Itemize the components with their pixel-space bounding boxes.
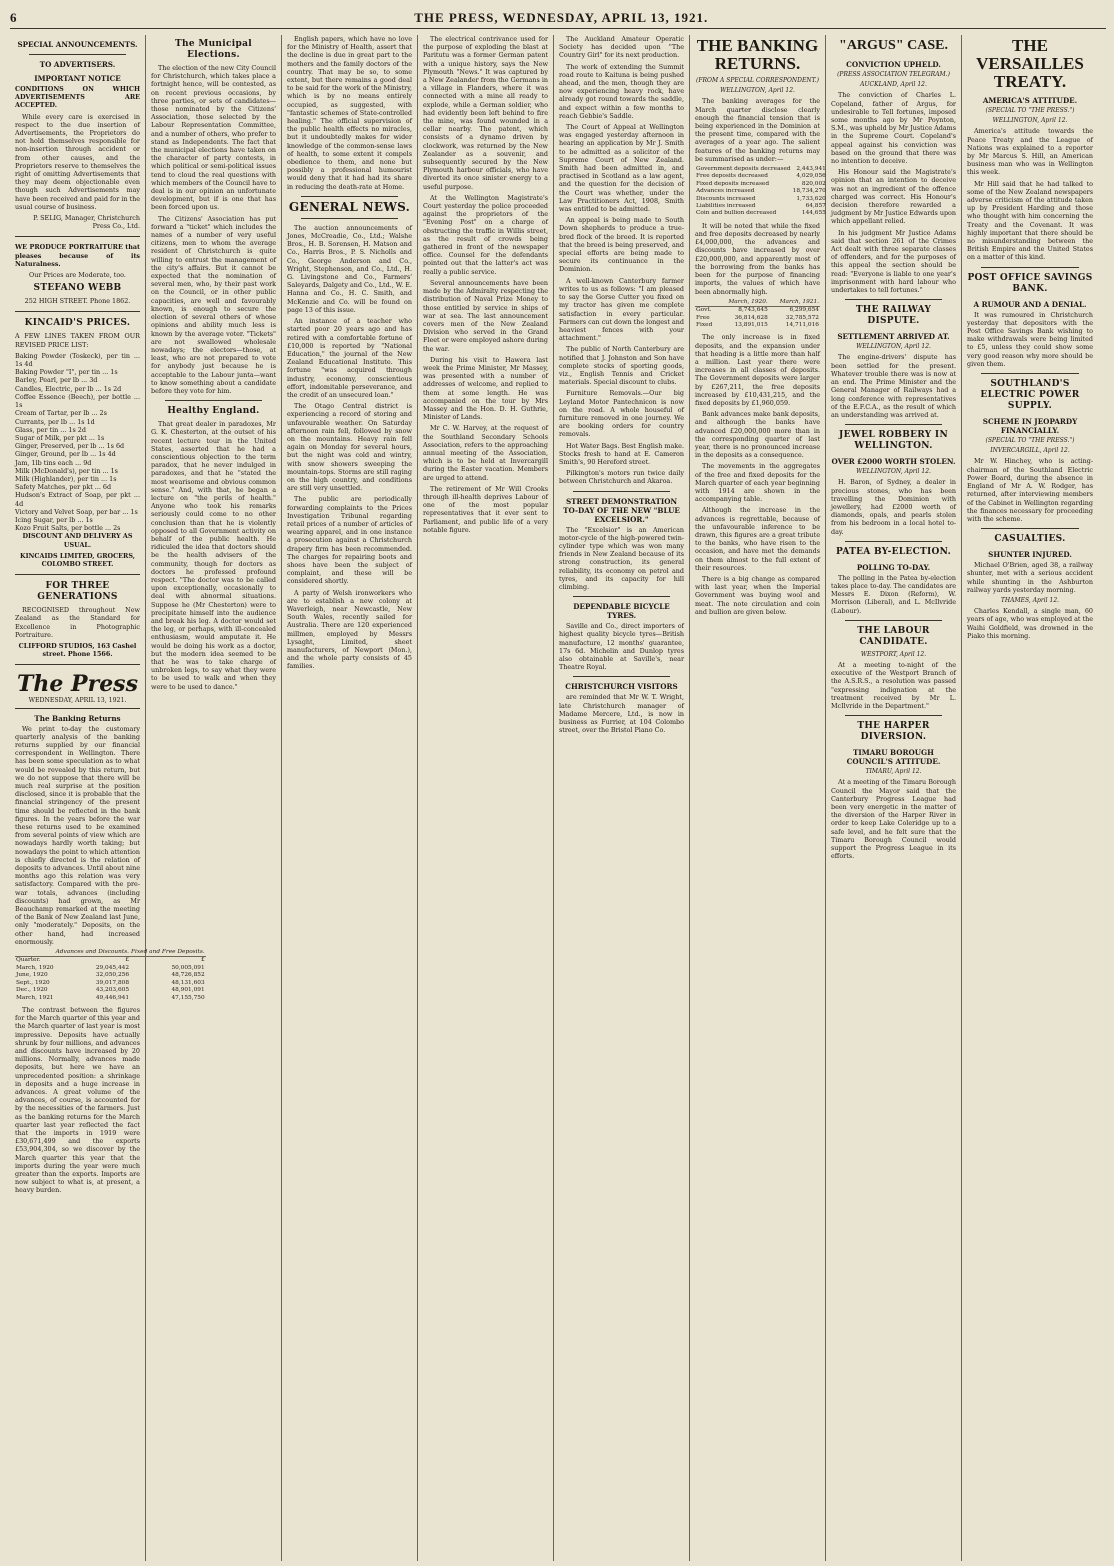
generations-title: FOR THREE GENERATIONS xyxy=(37,581,118,603)
logo-date: WEDNESDAY, APRIL 13, 1921. xyxy=(15,697,140,708)
banking-p3: The only increase is in fixed deposits, and the expansion under that heading is a little more than half a million. Last year there were increases in all classes of deposits. The Government deposits were larger by £267,211, the free deposits increased by £10,431,215, and the fixed deposits by £1,960,059. xyxy=(695,333,820,407)
column-2 xyxy=(146,35,282,1561)
news-item: The auction announcements of Jones, McCreadie, Co., Ltd.; Walshe Bros., H. B. Sorensen, H. Matson and Co., Harris Bros., P. S. Nicholls and Co., George Anderson and Co., Wright, Stephenson, and Co., Ltd., H. G. Livingstone and Co., Farmers' Saleyards, Dalgety and Co., Ltd., W. E. Hanna and Co., H. C. Smith, and McKenzie and Co. will be found on page 13 of this issue. xyxy=(287,223,412,314)
news-item: Mr C. W. Harvey, at the request of the Southland Secondary Schools Association, refers to the approaching annual meeting of the Association, which is to be held at Invercargill during the Easter vacation. Members are urged to attend. xyxy=(423,424,548,482)
studio-address: 252 HIGH STREET. Phone 1862. xyxy=(24,297,131,306)
news-item: At the Wellington Magistrate's Court yesterday the police proceeded against the proprietors of the "Evening Post" on a charge of obstructing the traffic in Willis street, as the result of crowds being gathered in front of the newspaper office. Counsel for the defendants pointed out that the latter's act was really a public service. xyxy=(423,193,548,276)
argus-p1: The conviction of Charles L. Copeland, father of Argus, for undesirable to Tell fortunes, imposed some months ago by Mr Poynton, S.M., was upheld by Mr Justice Adams in the Supreme Court. Copeland's appeal against his conviction was based on the ground that there was no intention to deceive. xyxy=(831,91,956,166)
news-item: Pilkington's motors run twice daily between Christchurch and Akaroa. xyxy=(559,469,684,486)
healthy-england-p: That great dealer in paradoxes, Mr G. K. Chesterton, at the outset of his recent lecture tour in the United States, asserted that he had a conscientious objection to the term paradox, that he never indulged in paradoxes, and that he "stated the most wearisome and obvious common sense." And, with that, he began a lecture on "the perils of health." Anyone who took his remarks seriously could come to no other conclusion than that he is violently opposed to all Government activity on behalf of the public health. He ridiculed the idea that doctors should be the health advisers of the community, though for doctors as doctors he professed profound respect. "The doctor was to be called upon exceptionally, occasionally to deal with abnormal situations. Suppose he (Mr Chesterton) were to precipitate himself into the audience and break his leg. A doctor would set the leg, or perhaps, with ill-concealed enthusiasm, would amputate it. He would be doing his work as a doctor, but the modern idea seemed to be that he was to take charge of unbroken legs, to say what they were to be used to walk and when they were to be used to dance." xyxy=(151,420,276,691)
columns xyxy=(10,35,1106,1561)
price-item: Currants, per lb ... 1s 1d xyxy=(15,417,95,426)
banking-returns-p1: We print to-day the customary quarterly analysis of the banking returns supplied by our financial correspondent in Wellington. There has been some speculation as to what would be revealed by this return, but we do not suppose that there will be much real surprise at the position disclosed, since it is probable that the financial stringency of the present time should be reflected in the bank figures. In the years before the war these returns used to be examined from several points of view which are nowadays hardly worth taking; but nowadays the point to which attention is chiefly directed is the relation of deposits to advances. Until about nine months ago this relation was very satisfactory. Compared with the pre-war totals, advances (including discounts) had grown, as Mr Beauchamp remarked at the meeting of the Bank of New Zealand last June, only "moderately." Deposits, on the other hand, had increased enormously. xyxy=(15,724,140,946)
dateline: WESTPORT, April 12. xyxy=(860,650,927,658)
column-4 xyxy=(418,35,554,1561)
column-7 xyxy=(826,35,962,1561)
general-news-title: GENERAL NEWS. xyxy=(288,199,411,214)
news-item: The public of North Canterbury are notified that J. Johnston and Son have complete stocks of sporting goods, viz., English Tennis and Cricket materials. Special discount to clubs. xyxy=(559,345,684,387)
byline: (FROM A SPECIAL CORRESPONDENT.) xyxy=(696,77,819,84)
jewel-p: H. Baron, of Sydney, a dealer in precious stones, who has been travelling the Dominion with jewellery, had £2000 worth of diamonds, opals, and pearls stolen from his bedroom in a local hotel to-day. xyxy=(831,478,956,536)
table-row: June, 1920 32,050,256 48,726,852 xyxy=(16,972,205,979)
dateline: INVERCARGILL, April 12. xyxy=(990,447,1070,455)
health-continued: English papers, which have no love for the Ministry of Health, assert that the decline is due in great part to the mothers and the family doctors of the country. That may be so, to some extent, but there remains a good deal to be said for the work of the Ministry, which is by no means entirely occupied, as suggested, with "fantastic schemes of State-controlled healing." The official supervision of the public health effects no miracles, but it undoubtedly makes for wider knowledge of the common-sense laws of health, to some extent it compels obedience to them, and none but possibly a professional humourist would deny that it had had its share in reducing the death-rate at Home. xyxy=(287,35,412,191)
price-item: Jam, 1lb tins each ... 9d xyxy=(15,458,92,467)
table-row: Quarter. £ £ xyxy=(16,957,205,964)
special-note: (SPECIAL TO "THE PRESS.") xyxy=(985,107,1075,114)
section-heading: SPECIAL ANNOUNCEMENTS. xyxy=(17,40,138,49)
table-row: Fixed deposits increased 820,002 xyxy=(696,180,826,187)
price-item: Kozo Fruit Salts, per bottle ... 2s xyxy=(15,524,121,533)
news-item: During his visit to Hawera last week the Prime Minister, Mr Massey, was presented with a number of addresses of welcome, and replied to them at some length. He was accompanied on the tour by Mrs Massey and the Hon. D. H. Guthrie, Minister of Lands. xyxy=(423,355,548,422)
bicycle-tyres-title: DEPENDABLE BICYCLE TYRES. xyxy=(573,602,670,621)
price-item: Baking Powder "I", per tin ... 1s xyxy=(15,368,118,377)
street-demo-title: STREET DEMONSTRATION TO-DAY OF THE NEW "BLUE EXCELSIOR." xyxy=(563,496,680,524)
patea-title: PATEA BY-ELECTION. xyxy=(835,546,952,557)
pobank-p: It was rumoured in Christchurch yesterday that depositors with the Post Office Savings Bank wishing to make withdrawals were being limited to £5, unless they could show some very good reason why more should be given them. xyxy=(967,310,1093,368)
dateline: WELLINGTON, April 12. xyxy=(856,468,931,476)
page-title: THE PRESS, WEDNESDAY, APRIL 13, 1921. xyxy=(414,10,709,25)
visitors-p: are reminded that Mr W. T. Wright, late Christchurch manager of Madame Mercere, Ltd., is now in business as Furrier, at 104 Colombo street, over the Bristol Piano Co. xyxy=(559,693,684,735)
pobank-title: POST OFFICE SAVINGS BANK. xyxy=(967,272,1093,294)
prices-note: Our Prices are Moderate, too. xyxy=(29,271,126,280)
news-item: The retirement of Mr Will Crooks through ill-health deprives Labour of one of the most popular representatives that it ever sent to Parliament, and public life of a very notable figure. xyxy=(423,484,548,534)
municipal-elections-title: The Municipal Elections. xyxy=(175,39,252,60)
argus-p2: His Honour said the Magistrate's opinion that an intention to deceive was not an ingredient of the offence charged was correct. His Honour's decision therefore rewarded a judgment by Mr Justice Edwards upon which appellant relied. xyxy=(831,168,956,226)
table-row: March, 1920 29,045,442 50,005,091 xyxy=(16,964,205,971)
price-item: Safety Matches, per pkt ... 6d xyxy=(15,483,112,492)
column-5 xyxy=(554,35,690,1561)
price-item: Candles, Electric, per lb ... 1s 2d xyxy=(15,384,122,393)
news-item: The Otago Central district is experiencing a record of storing and unfavourable weather. On Saturday afternoon rain fell, followed by snow on the mountains. Heavy rain fell again on Monday for several hours, but the night was cold and wintry, with snow showers sweeping the mountain-tops. Storms are still raging on the high country, and conditions are still very unsettled. xyxy=(287,402,412,493)
column-3 xyxy=(282,35,418,1561)
jewel-title: JEWEL ROBBERY IN WELLINGTON. xyxy=(839,430,948,452)
price-item: Ginger, Preserved, per lb ... 1s 6d xyxy=(15,442,125,451)
table-row: Advances increased 18,734,270 xyxy=(696,188,826,195)
banking-p6: Although the increase in the advances is regrettable, because of the unfavourable inference to be drawn, this figures are a great tribute to the banks, who have risen to the occasion, and have met the demands on them almost to the full extent of their resources. xyxy=(695,506,820,572)
news-item: A well-known Canterbury farmer writes to us as follows: "I am pleased to say the Gorse Cutter you fixed on my tractor has given me complete satisfaction in every particular. Farmers can cut down the longest and heaviest fences with your attachment." xyxy=(559,276,684,343)
banking-p1: The banking averages for the March quarter disclose clearly enough the financial tension that is being experienced in the Dominion at the present time, compared with the averages of a year ago. The salient features of the banking returns may be summarised as under:— xyxy=(695,97,820,163)
shunter-p: Michael O'Brien, aged 38, a railway shunter, met with a serious accident while shunting in the Ashburton railway yards yesterday morning. xyxy=(967,561,1093,594)
table-row: Free deposits decreased 4,029,056 xyxy=(696,173,826,180)
news-item: An instance of a teacher who started poor 20 years ago and has retired with a comfortable fortune of £10,000 is reported by "National Education," the journal of the New Zealand Educational Institute. This fortune "was acquired through industry, economy, conscientious effort, indomitable perseverance, and the credit of an unsecured loan." xyxy=(287,317,412,399)
news-item: The Auckland Amateur Operatic Society has decided upon "The Country Girl" for its next production. xyxy=(559,35,684,60)
press-association: (PRESS ASSOCIATION TELEGRAM.) xyxy=(837,71,950,78)
column-1 xyxy=(10,35,205,1561)
to-advertisers-heading: TO ADVERTISERS. xyxy=(39,60,116,69)
argus-p3: In his judgment Mr Justice Adams said that section 261 of the Crimes Act dealt with three separate classes of offenders, and for the purposes of this appeal the section should be read: "Everyone is liable to one year's imprisonment with hard labour who undertakes to tell fortunes." xyxy=(831,228,956,295)
news-item: Hot Water Bags. Best English make. Stocks fresh to hand at E. Cameron Smith's, 90 Hereford street. xyxy=(559,441,684,466)
municipal-p1: The election of the new City Council for Christchurch, which takes place a fortnight hence, will be contested, as on recent previous occasions, by three parties, or sets of candidates—those nominated by the Citizens' Association, those selected by the Labour Representation Committee, and a number of others, who prefer to stand as Independents. The fact that the municipal elections have taken on the character of party contests, in which political or semi-political issues tend to cloud the real questions with which members of the Council have to deal is in our opinion an unfortunate development, but if is one that has been forced upon us. xyxy=(151,64,276,212)
table-row: Discounts increased 1,733,620 xyxy=(696,195,826,202)
labour-p: At a meeting to-night of the executive of the Westport Branch of the A.S.R.S., a resolution was passed "expressing indignation at the treatment received by Mr L. McIlvride in the Department." xyxy=(831,660,956,710)
casualties-title: CASUALTIES. xyxy=(994,534,1066,545)
patea-p: The polling in the Patea by-election takes place to-day. The candidates are Messrs E. Dixon (Reform), W. Morrison (Liberal), and L. McIlvride (Labour). xyxy=(831,573,956,615)
banking-returns-heading: The Banking Returns xyxy=(34,713,121,723)
conditions-text: While every care is exercised in respect to the due insertion of Advertisements, the Proprietors do not hold themselves responsible for non-insertion through accident or from other causes, and the Proprietors reserve to themselves the right of omitting Advertisements that they may deem objectionable even though such Advertisements may have been received and paid for in the usual course of business. xyxy=(15,112,140,211)
table-row: Coin and bullion decreased 144,655 xyxy=(696,210,826,217)
harper-title: THE HARPER DIVERSION. xyxy=(857,721,930,743)
kincaid-price-list xyxy=(15,352,140,532)
table-row: Dec., 1920 43,203,605 48,901,091 xyxy=(16,987,205,994)
street-demo-p: The "Excelsior" is an American motor-cycle of the high-powered twin-cylinder type which was won many friends in New Zealand because of its strong construction, its general reliability, its economy on petrol and tyres, and its capacity for hill climbing. xyxy=(559,525,684,591)
dateline: TIMARU, April 12. xyxy=(865,768,922,776)
kincaid-discount: DISCOUNT AND DELIVERY AS USUAL. xyxy=(22,532,133,549)
railway-subtitle: SETTLEMENT ARRIVED AT. xyxy=(837,332,950,342)
price-item: Icing Sugar, per lb ... 1s xyxy=(15,515,93,524)
banking-returns-p2: The contrast between the figures for the March quarter of this year and the March quarter of last year is most impressive. Deposits have actually shrunk by four millions, and advances and discounts have increased by 20 millions. Normally, advances made deposits, but here we have an unprecedented position: a shrinkage in deposits and a huge increase in advances. A great volume of the advances, of course, is accounted for by the necessities of the farmers. Just as the banking returns for the March quarter last year reflected the fact that the imports in 1919 were £30,671,499 and the exports £53,904,304, so we discover by the March quarter this year that the imports during the year were much greater than the exports. Imports are now subject to what is, at present, a heavy burden. xyxy=(15,1005,140,1195)
pobank-subtitle: A RUMOUR AND A DENIAL. xyxy=(973,299,1087,309)
portraiture-ad: WE PRODUCE PORTRAITURE that pleases because of its Naturalness. xyxy=(15,243,140,268)
harper-p: At a meeting of the Timaru Borough Council the Mayor said that the Canterbury Progress League had been very energetic in the matter of the diversion of the Harper River in order to keep Lake Coleridge up to a safe level, and he felt sure that the Timaru Borough Council would support the Progress League in its efforts. xyxy=(831,778,956,861)
news-item: Several announcements have been made by the Admiralty respecting the distribution of Naval Prize Money to those entitled by service in ships of war at sea. The last announcement covers men of the New Zealand Division who served in the Grand Fleet or were employed ashore during the war. xyxy=(423,278,548,353)
drowning-p: Charles Kendall, a single man, 60 years of age, who was employed at the Waihi Goldfield, was drowned in the Piako this morning. xyxy=(967,607,1093,640)
news-item: The work of extending the Summit road route to Kaituna is being pushed ahead, and the men, though they are now experiencing heavy rock, have already got round towards the saddle, and expect within a few months to reach Gebbie's Saddle. xyxy=(559,62,684,120)
banking-p2: It will be noted that while the fixed and free deposits decreased by nearly £4,000,000, the advances and discounts have increased by over £20,000,000, and apparently most of the borrowing from the banks has been for the purpose of financing imports, the values of which have been abnormally high. xyxy=(695,221,820,296)
table-row: Liabilities increased 64,857 xyxy=(696,203,826,210)
versailles-p2: Mr Hill said that he had talked to some of the New Zealand newspapers adverse criticism of the attitude taken up by President Harding and those who thought with him concerning the Treaty and the Covenant. It was highly important that there should be no misunderstanding between the British Empire and the United States on a matter of this kind. xyxy=(967,179,1093,262)
special-note: (SPECIAL TO "THE PRESS.") xyxy=(985,437,1075,445)
price-item: Sugar of Milk, per pkt ... 1s xyxy=(15,433,105,442)
argus-subtitle: CONVICTION UPHELD. xyxy=(846,60,941,69)
news-item: The Court of Appeal at Wellington was engaged yesterday afternoon in hearing an application by Mr J. Smith to be admitted as a solicitor of the Supreme Court of New Zealand. Smith had been admitted in, and practised in Scotland as a law agent, and the question for the decision of the Court was whether, under the Law Practitioners Act, 1908, Smith was entitled to be admitted. xyxy=(559,123,684,214)
dateline: WELLINGTON, April 12. xyxy=(992,117,1068,125)
price-item: Barley, Pearl, per lb ... 3d xyxy=(15,376,98,385)
dateline: WELLINGTON, April 12. xyxy=(720,87,795,95)
column-6 xyxy=(690,35,826,1561)
banking-p4: Bank advances make bank deposits, and although the banks have advanced £20,000,000 more than in the corresponding quarter of last year, there is no pronounced increase in the deposits as a consequence. xyxy=(695,410,820,460)
argus-case-title: "ARGUS" CASE. xyxy=(839,38,948,53)
table-row: Government deposits decreased 2,443,941 xyxy=(696,166,826,173)
news-item: An appeal is being made to South Down shepherds to produce a true-bred flock of the breed. It is reported that the breed is being preserved, and special efforts are being made to secure its continuance in the Dominion. xyxy=(559,216,684,274)
generations-text: RECOGNISED throughout New Zealand as the Standard for Excellence in Photographic Portraiture. xyxy=(15,606,140,639)
southland-title: SOUTHLAND'S ELECTRIC POWER SUPPLY. xyxy=(980,379,1080,412)
jewel-subtitle: OVER £2000 WORTH STOLEN. xyxy=(831,457,956,467)
summary-table xyxy=(695,166,827,218)
visitors-title: CHRISTCHURCH VISITORS xyxy=(565,682,678,692)
dateline: WELLINGTON, April 12. xyxy=(856,343,931,351)
price-item: Ginger, Ground, per lb ... 1s 4d xyxy=(15,450,116,459)
news-item: The electrical contrivance used for the purpose of exploding the blast at Paritutu was a former German patent with a unique history, says the New Plymouth "News." It was captured by a New Zealander from the Germans in a village in Flanders, where it was connected with a mine all ready to explode, while a German soldier, who had evidently been left behind to fire the mine, was found wounded in a cellar nearby. The patent, which consists of a dynamo driven by clockwork, was returned by the New Zealander as a souvenir, and subsequently secured by the New Plymouth harbour officials, who have diverted its once sinister energy to a useful purpose. xyxy=(423,35,548,191)
important-notice: IMPORTANT NOTICE xyxy=(34,74,121,83)
advances-deposits-table: Advances and Discounts. Fixed and Free Deposits. Quarter. £ £ March, 1920 29,045,442 50,005,091 June, 1920 32,050,256 48,726,852 Sept., 1920 39,017,808 48,131,603 Dec., 1920 43,203,605 48,901,091 March, 1921 49,446,941 47,155,750 xyxy=(16,949,205,1001)
banking-p5: The movements in the aggregates of the free and fixed deposits for the March quarter of each year beginning with 1914 are shown in the accompanying table. xyxy=(695,462,820,504)
price-item: Cream of Tartar, per lb ... 2s xyxy=(15,409,107,418)
kincaid-title: KINCAID'S PRICES. xyxy=(24,318,131,329)
kincaid-intro: A FEW LINES TAKEN FROM OUR REVISED PRICE LIST: xyxy=(15,332,140,349)
shunter-title: SHUNTER INJURED. xyxy=(988,550,1072,560)
versailles-p1: America's attitude towards the Peace Treaty and the League of Nations was explained to a reporter by Mr Marcus S. Hill, an American business man who was in Wellington this week. xyxy=(967,127,1093,177)
deposits-table: March, 1920. March, 1921. Govt. 8,743,645 6,299,654 Free 36,814,628 32,785,572 Fixed 13,891,015 14,711,016 xyxy=(696,298,819,328)
versailles-title: THE VERSAILLES TREATY. xyxy=(976,36,1084,91)
labour-title: THE LABOUR CANDIDATE. xyxy=(857,625,930,647)
news-item: Furniture Removals.—Our big Leyland Motor Pantechnicon is now on the road. A whole houseful of furniture removed in one journey. We are booking orders for country removals. xyxy=(559,389,684,439)
clifford-studios: CLIFFORD STUDIOS, 163 Cashel street. Phone 1566. xyxy=(18,641,137,659)
harper-subtitle: TIMARU BOROUGH COUNCIL'S ATTITUDE. xyxy=(846,748,941,767)
table-row: Govt. 8,743,645 6,299,654 xyxy=(696,307,819,314)
municipal-p2: The Citizens' Association has put forward a "ticket" which includes the names of a number of very useful citizens, men to whom the average resident of Christchurch is quite willing to entrust the management of the city's affairs. But it cannot be expected that the nomination of several men, who, by their past work on the Council, or in other public capacities, are well and favourably known, is enough to secure the election of several others of whose opinions and ability much less is known by the average voter. "Tickets" are not swallowed wholesale nowadays; the electors—those, at least, who are not prepared to vote for anybody just because he is acceptable to the Labour junta—want to know something about a candidate before they vote for him. xyxy=(151,214,276,395)
column-8 xyxy=(962,35,1098,1561)
press-logo: The Press xyxy=(17,671,138,698)
table-row: March, 1921 49,446,941 47,155,750 xyxy=(16,994,205,1001)
studio-name: STEFANO WEBB xyxy=(33,283,122,294)
table-row: Free 36,814,628 32,785,572 xyxy=(696,314,819,321)
price-item: Coffee Essence (Beech), per bottle ... 1s xyxy=(15,392,140,410)
conditions-heading: CONDITIONS ON WHICH ADVERTISEMENTS ARE ACCEPTED. xyxy=(15,85,140,110)
patea-subtitle: POLLING TO-DAY. xyxy=(856,562,931,572)
healthy-england-title: Healthy England. xyxy=(167,406,260,417)
table-row: Fixed 13,891,015 14,711,016 xyxy=(696,321,819,328)
kincaid-firm: KINCAIDS LIMITED, GROCERS, COLOMBO STREET. xyxy=(20,551,135,568)
news-item: The public are periodically forwarding complaints to the Prices Investigation Tribunal regarding retail prices of a number of articles of wearing apparel, and in one instance a prosecution against a Christchurch drapery firm has been recommended. The charges for repairing boots and shoes have been the subject of complaint, and these will be considered shortly. xyxy=(287,495,412,586)
price-item: Glass, per tin ... 1s 2d xyxy=(15,425,86,434)
page-number: 6 xyxy=(10,10,17,25)
dateline: AUCKLAND, April 12. xyxy=(860,81,927,89)
price-item: Hudson's Extract of Soap, per pkt ... 4d xyxy=(15,491,140,508)
banking-returns-title: THE BANKING RETURNS. xyxy=(696,36,819,73)
price-item: Milk (Highlander), per tin ... 1s xyxy=(15,474,117,483)
southland-p: Mr W. Hinchey, who is acting-chairman of the Southland Electric Power Board, during the absence in England of Mr A. W. Rodger, has returned, after interviewing members of the Cabinet in Wellington regarding the finances necessary for proceeding with the scheme. xyxy=(967,457,1093,523)
manager-signature: P. SELIG, Manager, Christchurch Press Co., Ltd. xyxy=(33,214,140,231)
table-row: Sept., 1920 39,017,808 48,131,603 xyxy=(16,979,205,986)
price-item: Victory and Velvet Soap, per bar ... 1s xyxy=(15,507,138,516)
banking-p7: There is a big change as compared with last year, when the Imperial Government was buying wool and meat. The note circulation and coin and bullion are given below. xyxy=(695,575,820,616)
price-item: Milk (McDonald's), per tin ... 1s xyxy=(15,466,118,475)
railway-title: THE RAILWAY DISPUTE. xyxy=(855,305,932,327)
dateline: THAMES, April 12. xyxy=(1000,596,1060,604)
railway-p: The engine-drivers' dispute has been settled for the present. Whatever trouble there was is now at an end. The Prime Minister and the General Manager of Railways had a long conference with representatives of the E.F.C.A., as the result of which an understanding was arrived at. xyxy=(831,353,956,419)
southland-subtitle: SCHEME IN JEOPARDY FINANCIALLY. xyxy=(982,417,1078,436)
price-item: Baking Powder (Toskeck), per tin ... 1s 4d xyxy=(15,351,140,369)
news-item: A party of Welsh ironworkers who are to establish a new colony at Waverleigh, near Newcastle, New South Wales, recently sailed for Australia. There are 120 experienced millmen, employed by Messrs Lysaght, Limited, sheet manufacturers, of Newport (Mon.), and the whole party consists of 45 families. xyxy=(287,588,412,671)
versailles-subtitle: AMERICA'S ATTITUDE. xyxy=(982,96,1078,105)
page-masthead xyxy=(10,8,1106,29)
bicycle-tyres-p: Saville and Co., direct importers of highest quality bicycle tyres—British manufacture, 12 months' guarantee, 17s 6d. Michelin and Dunlop tyres also obtainable at Saville's, near Theatre Royal. xyxy=(559,622,684,672)
